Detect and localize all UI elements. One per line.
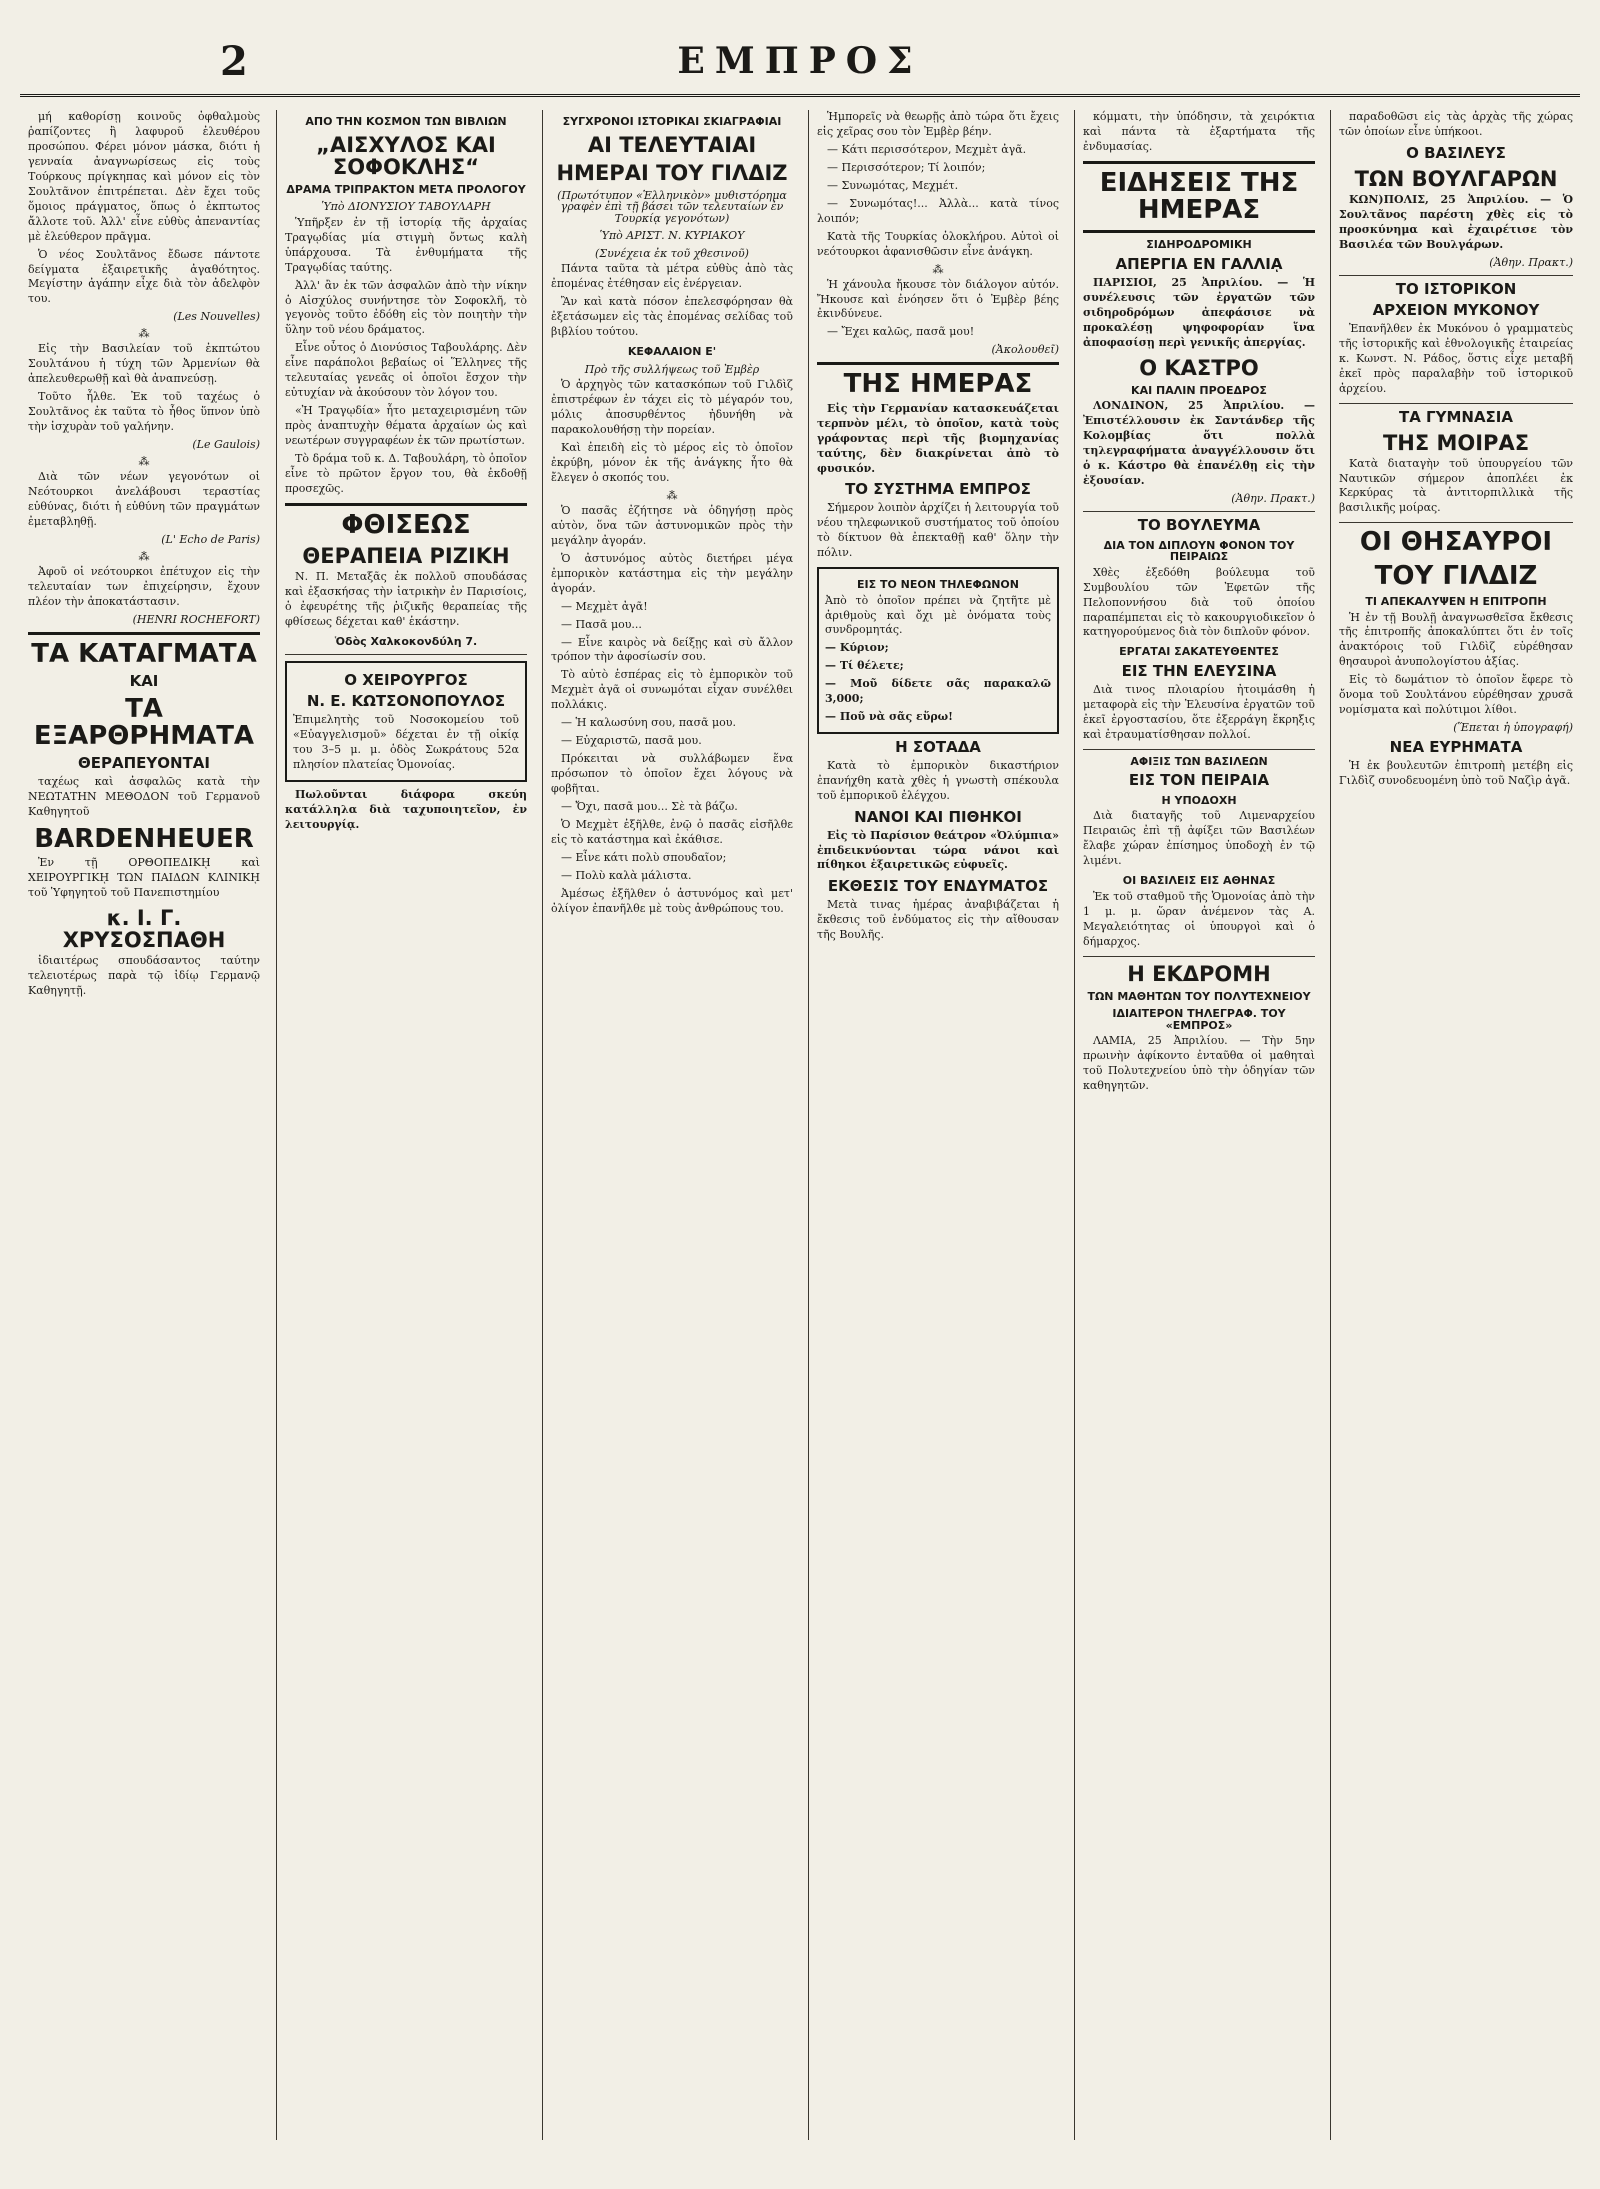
item-heading: ΕΚΘΕΣΙΣ ΤΟΥ ΕΝΔΥΜΑΤΟΣ bbox=[827, 877, 1049, 896]
news-heading: Ο ΒΑΣΙΛΕΥΣ bbox=[1406, 143, 1506, 162]
paragraph: Ὁ νέος Σουλτᾶνος ἔδωσε πάντοτε δείγματα ἐξαιρετικῆς ἀγαθότητος. Μεγίστην ἀγάπην εἶχε διὰ τὸν ἀδελφὸν του. bbox=[28, 247, 260, 306]
paragraph: μή καθορίσῃ κοινοῦς ὀφθαλμοὺς ῥαπίζοντες ἢ λαφυροῦ ἐλευθέρου προσώπου. Φέρει μόνον μάσκα, διότι ἡ γενναία ἀναγνωρίσεως εἰς τοὺς Τούρκους πρίγκηπας καὶ μόνον εἰς τὸν Σουλτᾶνον ἐπιτρέπεται. Δὲν ἔχει τοῦς ὅμοιος πράγματος, ὅπως ὁ ἐκπτωτος ἄλλοτε τοῦ. Ἀλλ' εἶνε εὐθὺς ἀπεναντίας μὲ ἐλεύθερον πρᾶγμα. bbox=[28, 110, 260, 243]
paragraph: Τοῦτο ἦλθε. Ἐκ τοῦ ταχέως ὁ Σουλτᾶνος ἐκ ταῦτα τὸ ἦθος ὕπνον ὑπὸ τὴν ἰσχυρὰν τοῦ γαλήνην. bbox=[28, 390, 260, 434]
dialog-line: — Ὄχι, πασᾶ μου... Σὲ τὰ βάζω. bbox=[561, 800, 738, 814]
divider bbox=[285, 503, 527, 506]
chapter-title: Πρὸ τῆς συλλήψεως τοῦ Ἐμβὲρ bbox=[584, 362, 760, 376]
divider bbox=[1083, 230, 1315, 233]
paragraph: Ἂν καὶ κατὰ πόσον ἐπελεσφόρησαν θὰ ἐξετάσωμεν εἰς τὰς ἐπομένας σελίδας τοῦ βιβλίου τούτου. bbox=[551, 295, 793, 339]
paragraph: Ἀλλ' ἂν ἐκ τῶν ἀσφαλῶν ἀπὸ τὴν νίκην ὁ Αἰσχύλος συνήντησε τὸν Σοφοκλῆ, τὸ γεγονὸς τοῦτο ἐδόθη εἰς τὸν ποιητὴν τὴν ὕλην τοῦ νέου δράματος. bbox=[285, 278, 527, 337]
dialog-line: — Ἡ καλωσύνη σου, πασᾶ μου. bbox=[561, 716, 736, 730]
advertisement-surgeon bbox=[285, 661, 527, 782]
paragraph: Πάντα ταῦτα τὰ μέτρα εὐθὺς ἀπὸ τὰς ἐπομένας ἐτέθησαν εἰς ἐνέργειαν. bbox=[551, 262, 793, 291]
newspaper-name: ΕΜΠΡΟΣ bbox=[677, 40, 923, 82]
news-heading: ΤΟΥ ΓΙΛΔΙΖ bbox=[1374, 560, 1538, 591]
paragraph: Εἰς τὸ δωμάτιον τὸ ὁποῖον ἔφερε τὸ ὄνομα τοῦ Σουλτάνου εὑρέθησαν χρυσᾶ νομίσματα καὶ πολύτιμοι λίθοι. bbox=[1339, 673, 1573, 717]
separator: ⁂ bbox=[138, 455, 150, 469]
paragraph: Εἰς τὴν Γερμανίαν κατασκευάζεται τερπνὸν μέλι, τὸ ὁποῖον, κατὰ τοὺς γράφοντας περὶ τῆς βιομηχανίας ταύτης, δὲν διακρίνεται ἀπὸ τὸ φυσικόν. bbox=[817, 401, 1059, 475]
column-3 bbox=[542, 110, 801, 2140]
source-credit: (Les Nouvelles) bbox=[173, 310, 260, 324]
article-note: (Πρωτότυπον «Ἑλληνικὸν» μυθιστόρημα γραφὲν ἐπὶ τῇ βάσει τῶν τελευταίων ἐν Τουρκίᾳ γεγονότων) bbox=[557, 188, 787, 225]
news-heading: ΙΔΙΑΙΤΕΡΟΝ ΤΗΛΕΓΡΑΦ. ΤΟΥ «ΕΜΠΡΟΣ» bbox=[1112, 1007, 1286, 1032]
section-title: ΤΗΣ ΗΜΕΡΑΣ bbox=[843, 369, 1033, 400]
news-heading: ΕΙΣ ΤΗΝ ΕΛΕΥΣΙΝΑ bbox=[1121, 661, 1277, 680]
news-heading: ΕΙΣ ΤΟΝ ΠΕΙΡΑΙΑ bbox=[1128, 771, 1270, 790]
dialog-line: — Μοῦ δίδετε σᾶς παρακαλῶ 3,000; bbox=[825, 677, 1051, 706]
paragraph: Τὸ δράμα τοῦ κ. Δ. Ταβουλάρη, τὸ ὁποῖον εἶνε τὸ πρῶτον ἔργον του, θὰ ἐκδοθῇ προσεχῶς. bbox=[285, 452, 527, 495]
paragraph: Ἡ ἐν τῇ Βουλῇ ἀναγνωσθεῖσα ἔκθεσις τῆς ἐπιτροπῆς ἀποκαλύπτει ὅτι ἐν τοῖς ἀνακτόροις τοῦ Γιλδὶζ εὑρέθησαν θησαυροὶ ἀνυπολογίστου ἀξίας. bbox=[1339, 610, 1573, 669]
divider bbox=[1339, 275, 1573, 276]
divider bbox=[1339, 522, 1573, 523]
news-heading: ΟΙ ΒΑΣΙΛΕΙΣ ΕΙΣ ΑΘΗΝΑΣ bbox=[1122, 874, 1276, 888]
paragraph: παραδοθῶσι εἰς τὰς ἀρχὰς τῆς χώρας τῶν ὁποίων εἶνε ὑπήκοοι. bbox=[1339, 110, 1573, 138]
news-banner: ΕΙΔΗΣΕΙΣ ΤΗΣ ΗΜΕΡΑΣ bbox=[1099, 167, 1299, 226]
news-heading: ΟΙ ΘΗΣΑΥΡΟΙ bbox=[1359, 527, 1553, 558]
news-heading: ΕΡΓΑΤΑΙ ΣΑΚΑΤΕΥΘΕΝΤΕΣ bbox=[1119, 645, 1279, 659]
ad-text: Ἐπιμελητὴς τοῦ Νοσοκομείου τοῦ «Εὐαγγελισμοῦ» δέχεται ἐν τῇ οἰκίᾳ του 3–5 μ. μ. ὁδὸς Σωκράτους 52α πλησίον πλατείας Ὁμονοίας. bbox=[293, 713, 519, 771]
news-heading: ΑΠΕΡΓΙΑ ΕΝ ΓΑΛΛΙᾼ bbox=[1115, 255, 1283, 273]
advertisement-fractures bbox=[28, 638, 260, 999]
paragraph: Εἰς τὴν Βασιλείαν τοῦ ἐκπτώτου Σουλτάνου ἡ τύχη τῶν Ἀρμενίων θὰ ἀπελευθερωθῇ καὶ θὰ ἀναπνεύσῃ. bbox=[28, 342, 260, 386]
news-heading: Η ΕΚΔΡΟΜΗ bbox=[1127, 961, 1271, 986]
paragraph: ΚΩΝ)ΠΟΛΙΣ, 25 Ἀπριλίου. — Ὁ Σουλτᾶνος παρέστη χθὲς εἰς τὸ προσκύνημα καὶ ἐχαιρέτισε τὸν Βασιλέα τῶν Βουλγάρων. bbox=[1339, 192, 1573, 251]
dialog-line: — Κύριον; bbox=[825, 641, 889, 655]
article-title: ΗΜΕΡΑΙ ΤΟΥ ΓΙΛΔΙΖ bbox=[556, 160, 788, 185]
paragraph: Σήμερον λοιπὸν ἀρχίζει ἡ λειτουργία τοῦ νέου τηλεφωνικοῦ συστήματος τοῦ ὁποίου τὸ δίκτυον θὰ ἐπεκταθῇ καθ' ὅλην τὴν πόλιν. bbox=[817, 501, 1059, 560]
source-credit: (Le Gaulois) bbox=[192, 438, 260, 452]
ad-subtitle: ΘΕΡΑΠΕΥΟΝΤΑΙ bbox=[78, 754, 210, 773]
ad-text: Ἐν τῇ ΟΡΘΟΠΕΔΙΚῌ καὶ ΧΕΙΡΟΥΡΓΙΚῌ ΤΩΝ ΠΑΙΔΩΝ ΚΛΙΝΙΚῌ τοῦ Ὑφηγητοῦ τοῦ Πανεπιστημίου bbox=[28, 856, 260, 900]
dialog-line: — Περισσότερον; Τί λοιπόν; bbox=[827, 160, 986, 174]
dialog-line: — Εἶνε καιρὸς νὰ δείξῃς καὶ σὺ ἄλλον τρόπον τὴν ἀφοσίωσίν σου. bbox=[551, 635, 793, 664]
continued-note: (Ἀκολουθεῖ) bbox=[991, 343, 1059, 357]
divider bbox=[1083, 749, 1315, 750]
dialog-line: — Τί θέλετε; bbox=[825, 659, 904, 673]
separator: ⁂ bbox=[666, 488, 678, 502]
item-heading: ΕΙΣ ΤΟ ΝΕΟΝ ΤΗΛΕΦΩΝΟΝ bbox=[857, 578, 1019, 592]
dialog-line: — Ἔχει καλῶς, πασᾶ μου! bbox=[827, 325, 975, 339]
column-1 bbox=[20, 110, 268, 2140]
article-title: ΑΙ ΤΕΛΕΥΤΑΙΑΙ bbox=[587, 132, 757, 157]
news-heading: ΔΙΑ ΤΟΝ ΔΙΠΛΟΥΝ ΦΟΝΟΝ ΤΟΥ ΠΕΙΡΑΙΩΣ bbox=[1103, 538, 1295, 564]
ad-doctor: κ. Ι. Γ. ΧΡΥΣΟΣΠΑΘΗ bbox=[62, 906, 226, 953]
paragraph: ΠΑΡΙΣΙΟΙ, 25 Ἀπριλίου. — Ἡ συνέλευσις τῶν ἐργατῶν τῶν σιδηροδρόμων ἀπεφάσισε νὰ προκαλέσῃ ψηφοφορίαν ἵνα ἀποφασίσῃ περὶ γενικῆς ἀπεργίας. bbox=[1083, 275, 1315, 349]
ad-text: ταχέως καὶ ἀσφαλῶς κατὰ τὴν ΝΕΩΤΑΤΗΝ ΜΕΘΟΔΟΝ τοῦ Γερμανοῦ Καθηγητοῦ bbox=[28, 775, 260, 819]
separator: ⁂ bbox=[138, 327, 150, 341]
divider bbox=[1339, 403, 1573, 404]
newspaper-page bbox=[20, 20, 1580, 2149]
article-kicker: ΑΠΟ ΤΗΝ ΚΟΣΜΟΝ ΤΩΝ ΒΙΒΛΙΩΝ bbox=[305, 115, 507, 128]
news-heading: ΤΟ ΙΣΤΟΡΙΚΟΝ bbox=[1395, 279, 1517, 298]
paragraph: Ἡ χάνουλα ἤκουσε τὸν διάλογον αὐτόν. Ἤκουσε καὶ ἐνόησεν ὅτι ὁ Ἐμβὲρ βέης ἐκινδύνευε. bbox=[817, 277, 1059, 321]
ad-subtitle: ΘΕΡΑΠΕΙΑ ΡΙΖΙΚΗ bbox=[302, 544, 510, 569]
article-kicker: ΣΥΓΧΡΟΝΟΙ ΙΣΤΟΡΙΚΑΙ ΣΚΙΑΓΡΑΦΙΑΙ bbox=[562, 115, 782, 128]
paragraph: Διὰ τῶν νέων γεγονότων οἱ Νεότουρκοι ἀνελάβουσι τεραστίας εὐθύνας, διότι ἡ εὐθύνη τῶν πραγμάτων ἐμεταβληθῇ. bbox=[28, 470, 260, 528]
news-heading: Η ΥΠΟΔΟΧΗ bbox=[1161, 793, 1237, 807]
paragraph: Εἰς τὸ Παρίσιον θεάτρον «Ὀλύμπια» ἐπιδεικνύονται τώρα νάνοι καὶ πίθηκοι ἐξαιρετικῶς εὐφυεῖς. bbox=[817, 828, 1059, 872]
news-heading: ΚΑΙ ΠΑΛΙΝ ΠΡΟΕΔΡΟΣ bbox=[1131, 383, 1267, 397]
dialog-line: — Συνωμότας!... Ἀλλὰ... κατὰ τίνος λοιπόν; bbox=[817, 196, 1059, 225]
paragraph: Διὰ τινος πλοιαρίου ἠτοιμάσθη ἡ μεταφορὰ εἰς τὴν Ἐλευσίνα ἐργατῶν τοῦ ἐκεῖ ἐργοστασίου, ὅτε ἐξερράγη ἔκρηξις καὶ ἐτραυματίσθησαν πολλοί. bbox=[1083, 682, 1315, 741]
paragraph: Πωλοῦνται διάφορα σκεύη κατάλληλα διὰ ταχυποιητεῖον, ἐν λειτουργίᾳ. bbox=[285, 787, 527, 831]
ad-address: Ὁδὸς Χαλκοκονδύλη 7. bbox=[334, 635, 478, 649]
paragraph: Ἀμέσως ἐξῆλθεν ὁ ἀστυνόμος καὶ μετ' ὀλίγον ἐπανῆλθε μὲ τοὺς ἀνθρώπους του. bbox=[551, 886, 793, 915]
paragraph: ΛΑΜΙΑ, 25 Ἀπριλίου. — Τὴν 5ην πρωινὴν ἀφίκοντο ἐνταῦθα οἱ μαθηταὶ τοῦ Πολυτεχνείου ὑπὸ τὴν ὁδηγίαν τῶν καθηγητῶν. bbox=[1083, 1034, 1315, 1093]
source-credit: (HENRI ROCHEFORT) bbox=[132, 612, 260, 626]
paragraph: Ἐκ τοῦ σταθμοῦ τῆς Ὁμονοίας ἀπὸ τὴν 1 μ. μ. ὥραν ἀνέμενον τὰς Α. Μεγαλειότητας οἱ ὑπουργοὶ καὶ ὁ δήμαρχος. bbox=[1083, 889, 1315, 948]
article-title: „ΑΙΣΧΥΛΟΣ ΚΑΙ ΣΟΦΟΚΛΗΣ“ bbox=[316, 132, 496, 179]
ad-text: ἰδιαιτέρως σπουδάσαντος ταύτην τελειοτέρως παρὰ τῷ ἰδίῳ Γερμανῷ Καθηγητῇ. bbox=[28, 954, 260, 998]
item-heading: Η ΣΟΤΑΔΑ bbox=[895, 738, 981, 757]
paragraph: «Ἡ Τραγῳδία» ἦτο μεταχειρισμένη τῶν πρὸς ἀναπτυχὴν θέματα ἀρχαίων ὡς καὶ νεωτέρων συγγραφέων ἐκ τῶν πρωτίστων. bbox=[285, 404, 527, 448]
item-heading: ΤΟ ΣΥΣΤΗΜΑ ΕΜΠΡΟΣ bbox=[845, 480, 1031, 499]
news-heading: ΤΗΣ ΜΟΙΡΑΣ bbox=[1382, 430, 1530, 455]
separator: ⁂ bbox=[932, 262, 944, 276]
paragraph: Ὁ πασᾶς ἐζήτησε νὰ ὁδηγήσῃ πρὸς αὐτὸν, ὅνα τῶν ἀστυνομικῶν πρὸς τὴν μεγάλην ἀγοράν. bbox=[551, 503, 793, 547]
dialog-line: — Πολὺ καλὰ μάλιστα. bbox=[561, 868, 692, 882]
paragraph: Ἡ ἐκ βουλευτῶν ἐπιτροπὴ μετέβη εἰς Γιλδὶζ συνοδευομένη ὑπὸ τοῦ Ναζὶρ ἀγᾶ. bbox=[1339, 758, 1573, 787]
news-heading: ΤΙ ΑΠΕΚΑΛΥΨΕΝ Η ΕΠΙΤΡΟΠΗ bbox=[1365, 594, 1547, 608]
ad-title: Ο ΧΕΙΡΟΥΡΓΟΣ bbox=[344, 670, 468, 689]
paragraph: Ἐπανῆλθεν ἐκ Μυκόνου ὁ γραμματεὺς τῆς ἱστορικῆς καὶ ἐθνολογικῆς ἑταιρείας κ. Κωνστ. Ν. Ράδος, ὅστις εἶχε μεταβῆ ἐκεῖ πρὸς παραλαβὴν τοῦ ἱστορικοῦ ἀρχείου. bbox=[1339, 322, 1573, 395]
news-heading: ΑΦΙΞΙΣ ΤΩΝ ΒΑΣΙΛΕΩΝ bbox=[1130, 754, 1268, 768]
paragraph: Κατὰ τῆς Τουρκίας ὁλοκλήρου. Αὐτοὶ οἱ νεότουρκοι ἀφανισθῶσιν εἶνε ἀνάγκη. bbox=[817, 229, 1059, 258]
ad-title: ΤΑ ΕΞΑΡΘΡΗΜΑΤΑ bbox=[33, 693, 255, 752]
paragraph: Εἶνε οὗτος ὁ Διονύσιος Ταβουλάρης. Δὲν εἶνε παράπολοι βεβαίως οἱ Ἕλληνες τῆς τελευταίας γενεᾶς οἱ ὁποῖοι ἔσχον τὴν εὐτυχίαν νὰ ἀκούσουν τὸν λόγον του. bbox=[285, 341, 527, 400]
dialog-line: — Μεχμὲτ ἀγᾶ! bbox=[561, 599, 648, 613]
page-number: 2 bbox=[220, 38, 248, 85]
advertisement-tuberculosis bbox=[285, 509, 527, 649]
paragraph: Ὁ Μεχμὲτ ἐξῆλθε, ἐνῷ ὁ πασᾶς εἰσῆλθε εἰς τὸ κατάστημα καὶ ἐκάθισε. bbox=[551, 818, 793, 846]
news-heading: ΤΟ ΒΟΥΛΕΥΜΑ bbox=[1137, 515, 1261, 534]
article-author: Ὑπὸ ΔΙΟΝΥΣΙΟΥ ΤΑΒΟΥΛΑΡΗ bbox=[321, 200, 491, 214]
news-heading: ΝΕΑ ΕΥΡΗΜΑΤΑ bbox=[1389, 738, 1523, 757]
dialog-line: — Ποῦ νὰ σᾶς εὕρω! bbox=[825, 710, 953, 724]
paragraph: Κατὰ τὸ ἐμπορικὸν δικαστήριον ἐπανήχθη κατὰ χθὲς ἡ γνωστὴ σπέκουλα τοῦ ἐμπορικοῦ ἐλέγχου. bbox=[817, 758, 1059, 802]
separator: ⁂ bbox=[138, 549, 150, 563]
news-heading: Ο ΚΑΣΤΡΟ bbox=[1139, 355, 1259, 380]
item-heading: ΝΑΝΟΙ ΚΑΙ ΠΙΘΗΚΟΙ bbox=[854, 807, 1022, 826]
dialog-line: — Εἶνε κάτι πολὺ σπουδαῖον; bbox=[561, 850, 727, 864]
paragraph: Μετὰ τινας ἡμέρας ἀναβιβάζεται ἡ ἔκθεσις τοῦ ἐνδύματος εἰς τὴν αἴθουσαν τῆς Βουλῆς. bbox=[817, 898, 1059, 942]
telephone-box bbox=[817, 567, 1059, 734]
paragraph: Ὁ ἀρχηγὸς τῶν κατασκόπων τοῦ Γιλδὶζ ἐπιστρέφων ἐν τάχει εἰς τὸ μέγαρόν του, μόλις ἀποσυρθέντος ἠδυνήθη νὰ παρακολουθήσῃ τὴν πορείαν. bbox=[551, 378, 793, 437]
divider bbox=[1083, 161, 1315, 164]
news-heading: ΑΡΧΕΙΟΝ ΜΥΚΟΝΟΥ bbox=[1372, 301, 1540, 320]
ad-name: BARDENHEUER bbox=[34, 824, 254, 855]
article-author: Ὑπὸ ΑΡΙΣΤ. Ν. ΚΥΡΙΑΚΟΥ bbox=[599, 229, 745, 243]
source-credit: (Ἕπεται ἡ ὑπογραφή) bbox=[1453, 721, 1573, 735]
source-credit: (L' Echo de Paris) bbox=[161, 532, 260, 546]
paragraph: Ὑπῆρξεν ἐν τῇ ἱστορίᾳ τῆς ἀρχαίας Τραγῳδίας μία στιγμὴ ὄντως καλὴ ὑπάρχουσα. Τὰ ἐνθυμήματα τῆς Τραγῳδίας ταύτης. bbox=[285, 215, 527, 274]
dialog-line: — Πασᾶ μου... bbox=[561, 617, 642, 631]
paragraph: Ἀπὸ τὸ ὁποῖον πρέπει νὰ ζητῆτε μὲ ἀριθμοὺς καὶ ὄχι μὲ ὀνόματα τοὺς συνδρομητάς. bbox=[825, 593, 1051, 637]
paragraph: Χθὲς ἐξεδόθη βούλευμα τοῦ Συμβουλίου τῶν Ἐφετῶν τῆς Πελοποννήσου διὰ τοῦ ὁποίου παραπέμπεται εἰς τὸ κακουργιοδικεῖον ὁ κατηγορούμενος διὰ τὸν διπλοῦν φόνον. bbox=[1083, 565, 1315, 639]
divider bbox=[28, 632, 260, 635]
paragraph: Πρόκειται νὰ συλλάβωμεν ἕνα πρόσωπον τὸ ὁποῖον ἔχει λόγους νὰ φοβῆται. bbox=[551, 752, 793, 796]
ad-text: Ν. Π. Μεταξᾶς ἐκ πολλοῦ σπουδάσας καὶ ἐξασκήσας τὴν ἰατρικὴν ἐν Παρισίοις, ὁ ἐφευρέτης τῆς ῥιζικῆς θεραπείας τῆς φθίσεως δέχεται καθ' ἑκάστην. bbox=[285, 570, 527, 629]
column-6 bbox=[1330, 110, 1581, 2140]
ad-title: ΚΑΙ bbox=[129, 672, 159, 691]
column-5 bbox=[1074, 110, 1323, 2140]
ad-name: Ν. Ε. ΚΩΤΣΟΝΟΠΟΥΛΟΣ bbox=[306, 692, 506, 711]
paragraph: κόμματι, τὴν ὑπόδησιν, τὰ χειρόκτια καὶ πάντα τὰ ἐξαρτήματα τῆς ἐνδυμασίας. bbox=[1083, 110, 1315, 153]
ad-title: ΤΑ ΚΑΤΑΓΜΑΤΑ bbox=[31, 638, 257, 669]
divider bbox=[285, 654, 527, 655]
continuation-note: (Συνέχεια ἐκ τοῦ χθεσινοῦ) bbox=[595, 246, 749, 260]
masthead bbox=[20, 20, 1580, 97]
news-heading: ΣΙΔΗΡΟΔΡΟΜΙΚΗ bbox=[1146, 238, 1252, 252]
paragraph: Διὰ διαταγῆς τοῦ Λιμεναρχείου Πειραιῶς ἐπὶ τῇ ἀφίξει τῶν Βασιλέων ἔλαβε χώραν ἐπίσημος ὑποδοχὴ ἐν τῷ λιμένι. bbox=[1083, 809, 1315, 868]
source-credit: (Ἀθην. Πρακτ.) bbox=[1231, 491, 1315, 505]
paragraph: Κατὰ διαταγὴν τοῦ ὑπουργείου τῶν Ναυτικῶν σήμερον ἀποπλέει ἐκ Κερκύρας τὰ ἀντιτορπιλλικὰ τῆς βασιλικῆς μοίρας. bbox=[1339, 456, 1573, 515]
paragraph: Ἡμπορεῖς νὰ θεωρῇς ἀπὸ τώρα ὅτι ἔχεις εἰς χεῖρας σου τὸν Ἐμβὲρ βέην. bbox=[817, 110, 1059, 138]
dialog-line: — Κάτι περισσότερον, Μεχμὲτ ἀγᾶ. bbox=[827, 142, 1027, 156]
ad-title: ΦΘΙΣΕΩΣ bbox=[341, 509, 471, 540]
divider bbox=[817, 362, 1059, 365]
paragraph: Ἀφοῦ οἱ νεότουρκοι ἐπέτυχον εἰς τὴν τελευταίαν των ἐπιχείρησιν, ἔχουν πλέον τὴν ἀποκατάστασιν. bbox=[28, 564, 260, 608]
column-4 bbox=[808, 110, 1067, 2140]
paragraph: Ὁ ἀστυνόμος αὐτὸς διετήρει μέγα ἐμπορικὸν κατάστημα εἰς τὴν μεγάλην ἀγοράν. bbox=[551, 551, 793, 595]
column-2 bbox=[276, 110, 535, 2140]
article-subtitle: ΔΡΑΜΑ ΤΡΙΠΡΑΚΤΟΝ ΜΕΤΑ ΠΡΟΛΟΓΟΥ bbox=[286, 182, 526, 196]
news-heading: ΤΑ ΓΥΜΝΑΣΙΑ bbox=[1398, 407, 1513, 426]
paragraph: Καὶ ἐπειδὴ εἰς τὸ μέρος εἰς τὸ ὁποῖον ἐκρύβη, μόνον ἐκ τῆς ἀνάγκης ἦτο θὰ ἔλεγεν ὁ σκοπός του. bbox=[551, 441, 793, 484]
paragraph: Τὸ αὐτὸ ἑσπέρας εἰς τὸ ἐμπορικὸν τοῦ Μεχμὲτ ἀγᾶ οἱ συνωμόται εἶχαν συνέλθει πολλάκις. bbox=[551, 668, 793, 712]
news-heading: ΤΩΝ ΒΟΥΛΓΑΡΩΝ bbox=[1354, 166, 1558, 191]
paragraph: ΛΟΝΔΙΝΟΝ, 25 Ἀπριλίου. — Ἐπιστέλλουσιν ἐκ Σαντάνδερ τῆς Κολομβίας ὅτι πολλὰ τηλεγραφήματα ἀναγγέλλουσιν ὅτι ὁ κ. Κάστρο θὰ ἐπανέλθῃ εἰς τὴν ἐξουσίαν. bbox=[1083, 399, 1315, 487]
dialog-line: — Συνωμότας, Μεχμέτ. bbox=[827, 178, 959, 192]
divider bbox=[1083, 511, 1315, 512]
news-heading: ΤΩΝ ΜΑΘΗΤΩΝ ΤΟΥ ΠΟΛΥΤΕΧΝΕΙΟΥ bbox=[1087, 989, 1311, 1003]
source-credit: (Ἀθην. Πρακτ.) bbox=[1489, 255, 1573, 269]
chapter-number: ΚΕΦΑΛΑΙΟΝ Ε' bbox=[627, 345, 717, 359]
dialog-line: — Εὐχαριστῶ, πασᾶ μου. bbox=[561, 734, 702, 748]
divider bbox=[1083, 956, 1315, 957]
